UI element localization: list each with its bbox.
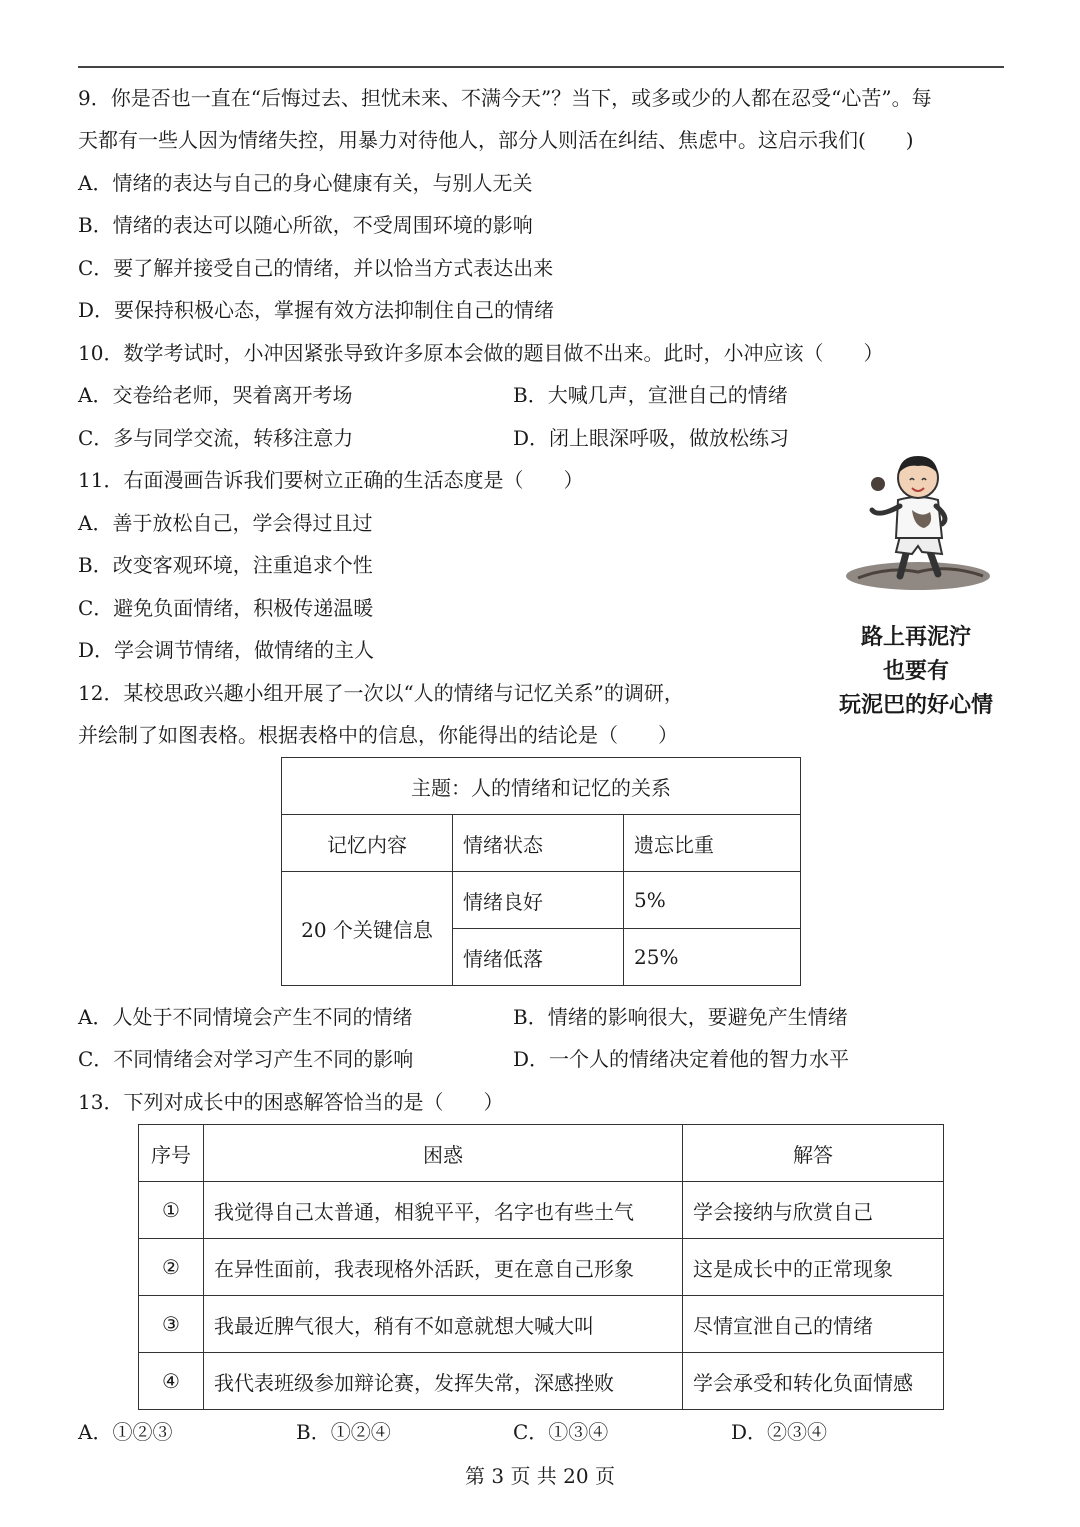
row-confusion: 我代表班级参加辩论赛，发挥失常，深感挫败 xyxy=(204,1353,683,1410)
forget-ratio-cell: 5% xyxy=(624,872,801,929)
q10-option-b: B．大喊几声，宣泄自己的情绪 xyxy=(513,383,788,407)
top-rule xyxy=(78,66,1004,68)
cartoon-caption-line3: 玩泥巴的好心情 xyxy=(838,692,993,718)
q9-stem-line2: 天都有一些人因为情绪失控，用暴力对待他人，部分人则活在纠结、焦虑中。这启示我们( ) xyxy=(78,128,914,152)
q13-option-d: D．②③④ xyxy=(731,1420,828,1444)
cartoon-caption-line1: 路上再泥泞 xyxy=(860,624,971,650)
q11-stem: 11．右面漫画告诉我们要树立正确的生活态度是（ ） xyxy=(78,468,584,492)
emotion-state-cell: 情绪低落 xyxy=(453,929,624,986)
q10-option-c: C．多与同学交流，转移注意力 xyxy=(78,426,354,450)
memory-content-cell: 20 个关键信息 xyxy=(282,872,453,986)
q9-option-a: A．情绪的表达与自己的身心健康有关，与别人无关 xyxy=(78,171,533,195)
q10-option-a: A．交卷给老师，哭着离开考场 xyxy=(78,383,353,407)
header-memory-content: 记忆内容 xyxy=(282,815,453,872)
q10-stem: 10．数学考试时，小冲因紧张导致许多原本会做的题目做不出来。此时，小冲应该（ ） xyxy=(78,341,884,365)
row-number: ② xyxy=(139,1239,204,1296)
q10-option-d: D．闭上眼深呼吸，做放松练习 xyxy=(513,426,790,450)
cartoon-boy-playing-mud-image xyxy=(838,448,998,598)
row-answer: 这是成长中的正常现象 xyxy=(683,1239,944,1296)
header-forget-ratio: 遗忘比重 xyxy=(624,815,801,872)
q13-stem: 13．下列对成长中的困惑解答恰当的是（ ） xyxy=(78,1090,504,1114)
row-number: ③ xyxy=(139,1296,204,1353)
q9-option-b: B．情绪的表达可以随心所欲，不受周围环境的影响 xyxy=(78,213,533,237)
q9-stem-line1: 9．你是否也一直在“后悔过去、担忧未来、不满今天”？当下，或多或少的人都在忍受“心苦”。每 xyxy=(78,86,932,110)
q12-stem-line1: 12．某校思政兴趣小组开展了一次以“人的情绪与记忆关系”的调研， xyxy=(78,681,684,705)
q13-option-c: C．①③④ xyxy=(513,1420,609,1444)
row-number: ④ xyxy=(139,1353,204,1410)
emotion-memory-table xyxy=(281,757,801,986)
cartoon-caption-line2: 也要有 xyxy=(882,658,949,684)
q12-option-b: B．情绪的影响很大，要避免产生情绪 xyxy=(513,1005,848,1029)
table-title: 主题：人的情绪和记忆的关系 xyxy=(282,758,801,815)
row-answer: 学会承受和转化负面情感 xyxy=(683,1353,944,1410)
row-answer: 尽情宣泄自己的情绪 xyxy=(683,1296,944,1353)
row-number: ① xyxy=(139,1182,204,1239)
q13-option-a: A．①②③ xyxy=(78,1420,173,1444)
q11-option-d: D．学会调节情绪，做情绪的主人 xyxy=(78,638,375,662)
row-confusion: 在异性面前，我表现格外活跃，更在意自己形象 xyxy=(204,1239,683,1296)
q12-option-a: A．人处于不同情境会产生不同的情绪 xyxy=(78,1005,413,1029)
forget-ratio-cell: 25% xyxy=(624,929,801,986)
q12-option-d: D．一个人的情绪决定着他的智力水平 xyxy=(513,1047,850,1071)
page-footer: 第 3 页 共 20 页 xyxy=(465,1464,615,1488)
q9-option-c: C．要了解并接受自己的情绪，并以恰当方式表达出来 xyxy=(78,256,554,280)
q12-option-c: C．不同情绪会对学习产生不同的影响 xyxy=(78,1047,414,1071)
row-answer: 学会接纳与欣赏自己 xyxy=(683,1182,944,1239)
q9-option-d: D．要保持积极心态，掌握有效方法抑制住自己的情绪 xyxy=(78,298,555,322)
q12-stem-line2: 并绘制了如图表格。根据表格中的信息，你能得出的结论是（ ） xyxy=(78,723,678,747)
emotion-state-cell: 情绪良好 xyxy=(453,872,624,929)
header-emotion-state: 情绪状态 xyxy=(453,815,624,872)
row-confusion: 我觉得自己太普通，相貌平平，名字也有些土气 xyxy=(204,1182,683,1239)
header-answer: 解答 xyxy=(683,1125,944,1182)
q13-option-b: B．①②④ xyxy=(296,1420,391,1444)
q11-option-a: A．善于放松自己，学会得过且过 xyxy=(78,511,373,535)
header-number: 序号 xyxy=(139,1125,204,1182)
q11-option-c: C．避免负面情绪，积极传递温暖 xyxy=(78,596,374,620)
q11-option-b: B．改变客观环境，注重追求个性 xyxy=(78,553,373,577)
row-confusion: 我最近脾气很大，稍有不如意就想大喊大叫 xyxy=(204,1296,683,1353)
growth-confusion-table xyxy=(138,1124,944,1410)
header-confusion: 困惑 xyxy=(204,1125,683,1182)
